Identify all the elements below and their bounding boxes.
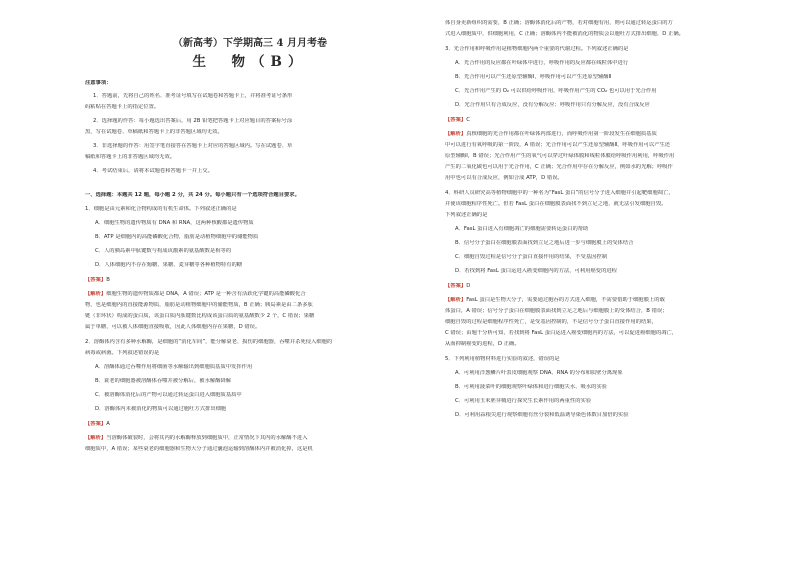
question-option: D．可利用蒜根尖进行观察细胞有丝分裂和低温诱导染色体数目加倍的实验 — [455, 412, 629, 418]
question-option: C．被溶酶体消化后的产物可以通过转运蛋白进入细胞质基质中 — [95, 392, 242, 398]
question-stem-cont: 并使该细胞程序性死亡。但若 FasL 蛋白在细胞膜表面找不到立足之地，就无法引发细胞自毁。 — [445, 201, 667, 207]
note-line: 2．选择题的作答：每小题选出答案后，用 2B 铅笔把答题卡上对应题目的答案标号涂 — [93, 118, 293, 124]
analysis-text: 属于单糖，可以被人体细胞直接吸收，因此人体细胞内存在果糖，D 错误。 — [85, 324, 261, 330]
question-option: C．细胞自毁过程是信号分子蛋白直接作用的结果，不受基因控制 — [455, 254, 608, 260]
question-option: D．若找到将 FasL 蛋白运进入癌变细胞内的方法，可利用癌变的进程 — [455, 268, 617, 274]
answer-line — [445, 117, 470, 124]
analysis-text: 物，也是细胞内的直接能源物质，脂肪是动植物细胞中的储能物质，B 正确；胰岛素是由二条多肽 — [85, 302, 313, 308]
question-option: D．光合作用只有合成反应，没有分解反应；呼吸作用只有分解反应，没有合成反应 — [455, 102, 650, 108]
note-line: 1．答题前，先将自己的姓名、准考证号填写在试题卷和答题卡上，并将准考证号条形 — [93, 93, 293, 99]
exam-title: （新高考）下学期高三 4 月月考卷 — [173, 38, 327, 49]
question-option: B．可利用菠菜叶的细胞观察叶绿体和进行细胞失水、吸水的实验 — [455, 384, 607, 390]
question-option: C．人的胰岛素中肽键数与构成该激素的氨基酸数是相等的 — [95, 248, 232, 254]
question-option: A．细胞生物的遗传物质有 DNA 和 RNA，这两种核酸都是遗传物质 — [95, 220, 254, 226]
analysis-text: 式进入细胞质中，供细胞利用，C 正确；溶酶体内不能被消化的物质会以胞吐方式排出细胞，D 正确。 — [445, 31, 684, 37]
question-stem: 1．细胞是由元素和化合物构成的有机生命体。下列叙述正确的是 — [85, 206, 237, 212]
analysis-text: C 错误；由题干分析可知，若找到将 FasL 蛋白运进入癌变细胞内的方法，可以促进癌细胞的凋亡， — [445, 330, 678, 336]
analysis-text: 从而抑制癌变的进程，D 正确。 — [445, 341, 520, 347]
analysis-line — [85, 435, 308, 442]
analysis-text: 链（非环状）构成的蛋白质，该蛋白质内肽键数比构成该蛋白质的氨基酸数少 2 个，C 错误；果糖 — [85, 313, 315, 319]
answer-tag: 【答案】 — [85, 421, 107, 427]
answer-value: D — [466, 283, 471, 289]
answer-tag: 【答案】 — [445, 283, 467, 289]
question-stem-cont: 病毒或病菌。下列叙述错误的是 — [85, 350, 160, 356]
analysis-text: 体蛋白，A 错误；信号分子蛋白在细胞膜表面找到立足之地后与细胞膜上的受体结合，B 错误； — [445, 308, 668, 314]
analysis-tag: 【解析】 — [445, 297, 467, 303]
answer-tag: 【答案】 — [85, 277, 107, 283]
question-stem: 5．下列利用植物材料进行实验的叙述，错误的是 — [445, 356, 560, 362]
note-line: 稿纸和答题卡上的非答题区域均无效。 — [85, 154, 176, 160]
analysis-line — [445, 297, 665, 304]
analysis-text: 原型辅酶Ⅰ，B 错误；光合作用产生的氧气可以穿过叶绿体膜和线粒体膜给呼吸作用利用，呼吸作用 — [445, 153, 675, 159]
analysis-text: 中可以进行有氧呼吸的第一阶段，A 错误；光合作用可以产生还原型辅酶Ⅱ，呼吸作用可以产生还 — [445, 142, 671, 148]
analysis-tag: 【解析】 — [85, 435, 107, 441]
analysis-text: FasL 蛋白是生物大分子，需要通过胞吞的方式进入细胞，不需要借助于细胞膜上的载 — [466, 297, 665, 303]
analysis-line — [445, 131, 657, 138]
answer-line — [85, 277, 110, 284]
analysis-tag: 【解析】 — [445, 131, 467, 137]
question-option: B．信号分子蛋白在细胞膜表面找到立足之地后进一步与细胞膜上的受体结合 — [455, 240, 634, 246]
question-stem: 4．科研人员研究高等植物细胞中的一种名为“FasL 蛋白”的信号分子进入细胞并引起靶细胞凋亡， — [445, 190, 674, 196]
analysis-text: 真核细胞的光合作用都在叶绿体内部进行，而呼吸作用第一阶段发生在细胞质基质 — [466, 131, 657, 137]
question-option: D．溶酶体内未被消化的物质可以通过胞吐方式排出细胞 — [95, 406, 227, 412]
answer-value: B — [106, 277, 110, 283]
question-option: A．可利用洋葱鳞片叶表皮细胞观察 DNA、RNA 的分布和质壁分离现象 — [455, 370, 623, 376]
subject-title: 生 物（B） — [192, 54, 308, 70]
question-option: A．溶酶体通过吞噬作用将细菌等水解输出到细胞质基质中发挥作用 — [95, 364, 253, 370]
question-option: C．可利用玉米胚芽鞘进行探究生长素作用的两重性的实验 — [455, 398, 592, 404]
analysis-text: 用中也可以有合成反应，例如合成 ATP，D 错误。 — [445, 175, 563, 181]
question-option: C．光合作用产生的 O₂ 可以供给呼吸作用，呼吸作用产生的 CO₂ 也可以用于光合作用 — [455, 88, 657, 94]
answer-tag: 【答案】 — [445, 117, 467, 123]
question-option: A．光合作用的反应都在叶绿体中进行，呼吸作用的反应都在线粒体中进行 — [455, 60, 629, 66]
note-line: 3．非选择题的作答：用签字笔直接答在答题卡上对应的答题区域内。写在试题卷、草 — [93, 143, 293, 149]
answer-value: C — [466, 117, 470, 123]
note-line: 码粘贴在答题卡上的指定位置。 — [85, 104, 160, 110]
analysis-text: 产生的二氧化碳也可以用于光合作用，C 正确；光合作用中存在分解反应，例如水的光解；呼吸作 — [445, 164, 673, 170]
analysis-text: 当溶酶体破裂时，会将其内的水解酶释放到细胞质中，正常情况下其内的水解酶不进入 — [106, 435, 308, 441]
question-stem-cont: 下列叙述正确的是 — [445, 212, 488, 218]
analysis-line — [85, 291, 306, 298]
analysis-text: 细胞生物的遗传物质都是 DNA，A 错误；ATP 是一种含有活跃化学键的高能磷酸化合 — [106, 291, 306, 297]
note-line: 黑，写在试题卷、草稿纸和答题卡上的非答题区域均无效。 — [85, 129, 223, 135]
question-option: B．光合作用可以产生还原型辅酶Ⅰ，呼吸作用可以产生还原型辅酶Ⅱ — [455, 74, 612, 80]
answer-value: A — [106, 421, 110, 427]
analysis-text: 细胞自毁的过程是细胞程序性死亡，是受基因控制的，不是信号分子蛋白直接作用的结果， — [445, 319, 657, 325]
section-heading: 一、选择题：本题共 12 题，每小题 2 分，共 24 分。每小题只有一个选项符合题目要求。 — [85, 192, 300, 198]
analysis-text: 细胞质中，A 错误；某些衰老的细胞器和生物大分子通过囊泡运输到溶酶体内并被消化掉，这是机 — [85, 446, 313, 452]
question-option: B．ATP 是细胞内的高能磷酸化合物，脂肪是动植物细胞中的储能物质 — [95, 234, 259, 240]
note-line: 4．考试结束后，请将本试题卷和答题卡一并上交。 — [93, 168, 213, 174]
analysis-tag: 【解析】 — [85, 291, 107, 297]
analysis-text: 体自身更新组织的需要，B 正确；溶酶体消化后的产物，若对细胞有用，则可以通过转运蛋白的方 — [445, 20, 673, 26]
question-option: B．衰老的细胞器被溶酶体吞噬并被分解后，被水解酶降解 — [95, 378, 232, 384]
notes-heading: 注意事项： — [85, 80, 112, 86]
question-option: D．人体细胞内不存在葡糖、果糖、麦芽糖等各种植物特有的糖 — [95, 262, 243, 268]
question-option: A．FasL 蛋白进入有细胞凋亡的细胞需要转运蛋白的帮助 — [455, 226, 589, 232]
question-stem: 2．溶酶体内含有多种水解酶，是细胞的“消化车间”，能分解衰老、损伤的细胞器，吞噬并杀死侵入细胞的 — [85, 339, 333, 345]
answer-line — [445, 283, 470, 290]
answer-line — [85, 421, 110, 428]
question-stem: 3．光合作用和呼吸作用是植物细胞内两个重要的代谢过程。下列叙述正确的是 — [445, 46, 629, 52]
